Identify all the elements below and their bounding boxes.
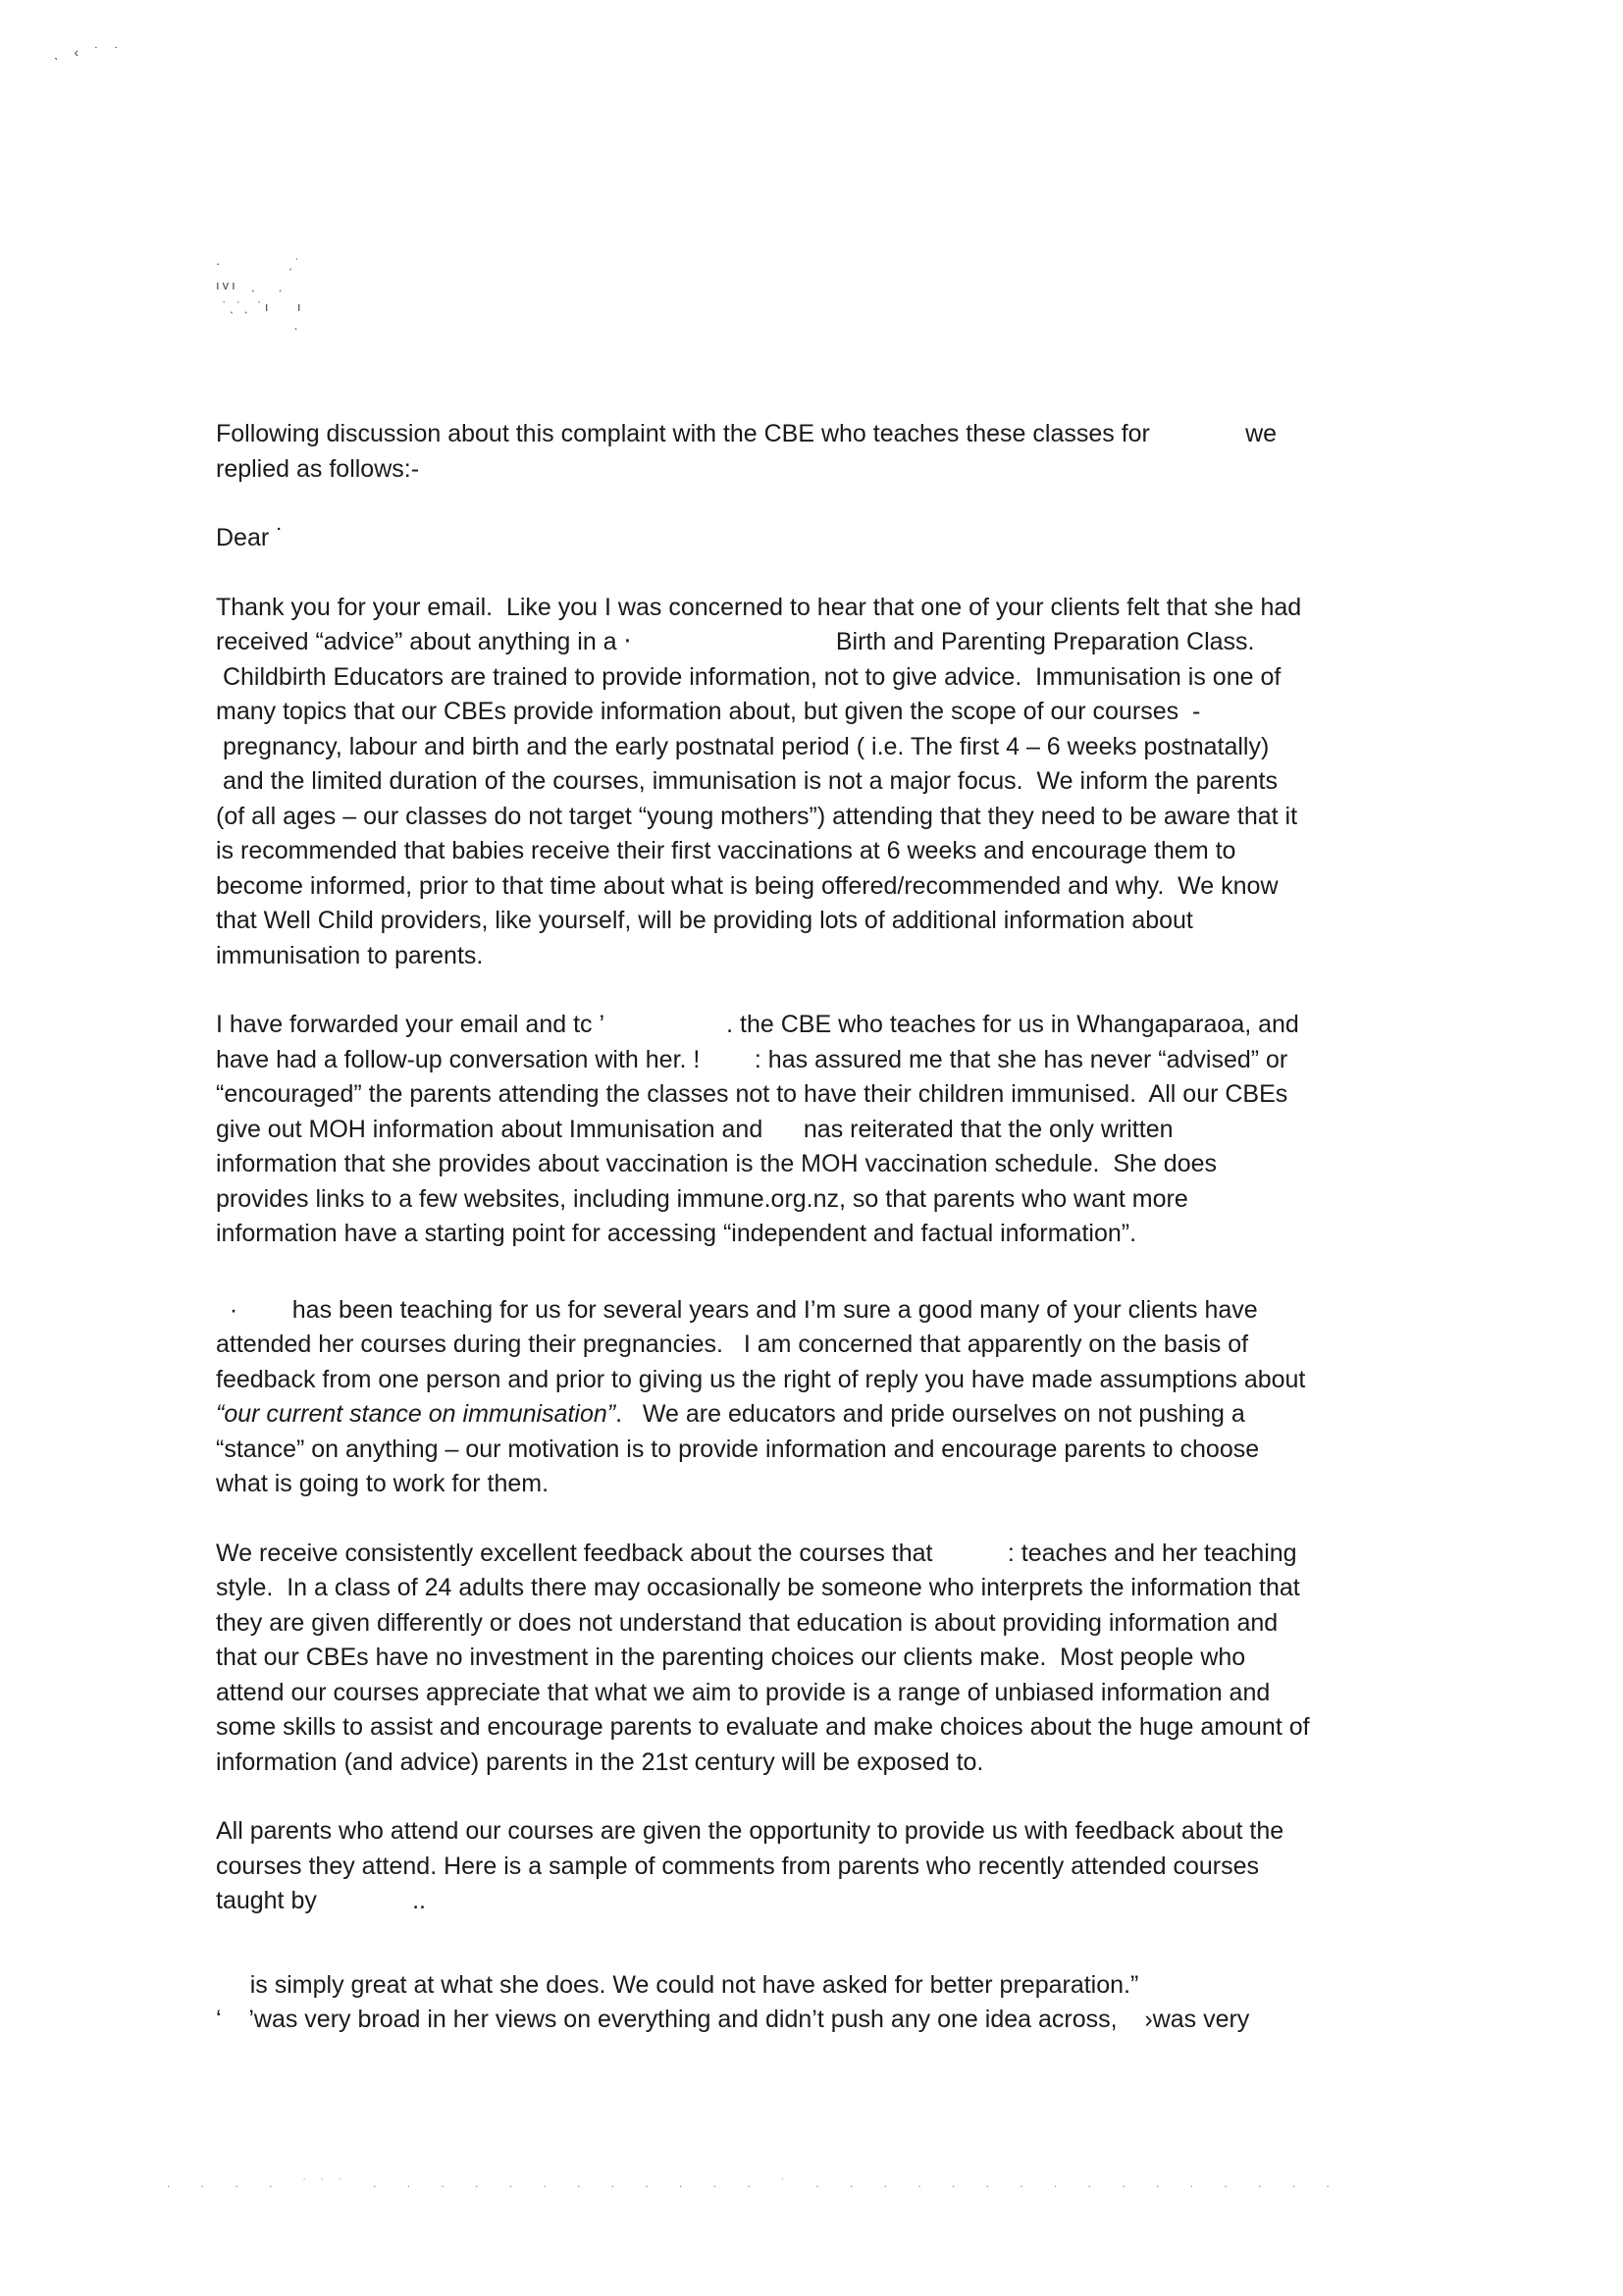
parent-quote: ‘ ’was very broad in her views on everything and didn’t push any one idea across, ›was very [216, 2006, 1250, 2033]
paragraph-teaching-years [216, 1293, 1359, 1502]
salutation [216, 521, 1359, 556]
address-artifact-line: ˙ˎ˙ˎ ˙ı ı [216, 299, 304, 314]
paragraph-feedback [216, 1537, 1359, 1781]
text-line: We receive consistently excellent feedback about the courses that : teaches and her teaching [216, 1539, 1297, 1567]
text-line: information (and advice) parents in the 21st century will be exposed to. [216, 1748, 984, 1776]
text-line: immunisation to parents. [216, 941, 484, 969]
redacted-address-block [216, 253, 304, 339]
text-line: that our CBEs have no investment in the parenting choices our clients make. Most people who [216, 1644, 1246, 1671]
text-line: “stance” on anything – our motivation is to provide information and encourage parents to choose [216, 1435, 1260, 1463]
text-line: “encouraged” the parents attending the classes not to have their children immunised. All our CBEs [216, 1080, 1288, 1108]
parent-quotes [216, 1968, 1359, 2038]
text-line: style. In a class of 24 adults there may occasionally be someone who interprets the information that [216, 1574, 1300, 1601]
text-line: feedback from one person and prior to giving us the right of reply you have made assumptions about [216, 1365, 1306, 1393]
text-line [216, 1397, 1359, 1433]
parent-quote: is simply great at what she does. We could not have asked for better preparation.” [216, 1970, 1139, 1999]
text-line: become informed, prior to that time about what is being offered/recommended and why. We know [216, 871, 1279, 900]
text-line: I have forwarded your email and tc ’ . the CBE who teaches for us in Whangaparaoa, and [216, 1011, 1299, 1038]
text-line: Following discussion about this complaint with the CBE who teaches these classes for we [216, 420, 1278, 447]
text-line: Childbirth Educators are trained to provide information, not to give advice. Immunisation is one of [216, 662, 1282, 691]
text-line: and the limited duration of the courses, immunisation is not a major focus. We inform the parents [216, 767, 1279, 795]
letter-body [216, 417, 1359, 2038]
text-line: All parents who attend our courses are given the opportunity to provide us with feedback about the [216, 1817, 1284, 1845]
text-line: some skills to assist and encourage parents to evaluate and make choices about the huge amount of [216, 1713, 1310, 1741]
text-line: is recommended that babies receive their first vaccinations at 6 weeks and encourage them to [216, 837, 1236, 864]
text-line: attended her courses during their pregnancies. I am concerned that apparently on the basis of [216, 1331, 1249, 1358]
scan-artifact-footer: . . . . ˙˙˙ . . . . . . . . . . . . ˙ . . . . . . . . . . . . . . . . [167, 2176, 1343, 2190]
text-line: · has been teaching for us for several years and I’m sure a good many of your clients have [216, 1295, 1258, 1324]
text-line: Thank you for your email. Like you I was concerned to hear that one of your clients felt that she had [216, 593, 1302, 621]
text-line: information that she provides about vaccination is the MOH vaccination schedule. She does [216, 1150, 1218, 1177]
text-line: received “advice” about anything in a ‧ Birth and Parenting Preparation Class. [216, 628, 1255, 655]
text-line: what is going to work for them. [216, 1470, 550, 1497]
text-line: they are given differently or does not understand that education is about providing information and [216, 1608, 1279, 1637]
paragraph-parent-comments-intro [216, 1814, 1359, 1919]
text-line: information have a starting point for accessing “independent and factual information”. [216, 1220, 1137, 1247]
text-line: many topics that our CBEs provide information about, but given the scope of our courses - [216, 698, 1201, 725]
text-line: give out MOH information about Immunisation and nas reiterated that the only written [216, 1115, 1174, 1143]
text-line: provides links to a few websites, including immune.org.nz, so that parents who want more [216, 1184, 1188, 1213]
text-line: replied as follows:- [216, 454, 420, 483]
address-artifact-line: ıvı ˎ ˏ [216, 278, 286, 292]
address-artifact-line: · ˏ˙ [216, 256, 303, 271]
paragraph-forwarded-email [216, 1008, 1359, 1252]
text-line: taught by .. [216, 1887, 426, 1914]
text-line: have had a follow-up conversation with her. ! : has assured me that she has never “advised” or [216, 1045, 1288, 1073]
text-line: that Well Child providers, like yourself, will be providing lots of additional information about [216, 907, 1193, 934]
text-line: courses they attend. Here is a sample of comments from parents who recently attended courses [216, 1852, 1260, 1880]
text-line: (of all ages – our classes do not target “young mothers”) attending that they need to be aware that it [216, 802, 1298, 830]
text-line: Dear ˙ [216, 524, 285, 551]
italic-quote: “our current stance on immunisation” [216, 1400, 616, 1428]
scan-artifact-top: ˎ ‹ ˙ ˙ [54, 44, 126, 60]
intro-paragraph [216, 417, 1359, 487]
paragraph-thank-you [216, 591, 1359, 974]
text-line: pregnancy, labour and birth and the early postnatal period ( i.e. The first 4 – 6 weeks postnatally) [216, 732, 1270, 760]
address-artifact-line: · [216, 321, 301, 336]
text-line: attend our courses appreciate that what we aim to provide is a range of unbiased information and [216, 1678, 1271, 1706]
text-fragment: . We are educators and pride ourselves on not pushing a [615, 1400, 1245, 1428]
